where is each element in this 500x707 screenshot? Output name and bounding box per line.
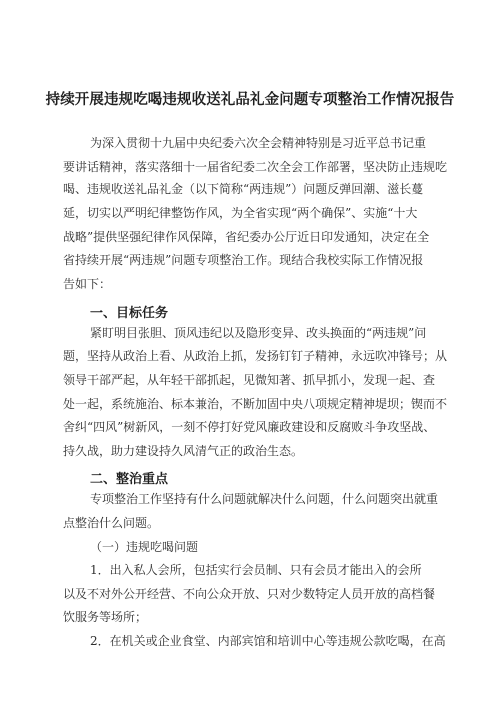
intro-line: 延，切实以严明纪律整饬作风，为全省实现“两个确保”、实施“十大 <box>63 206 418 220</box>
section-heading-focus: 二、整治重点 <box>90 472 169 487</box>
intro-line: 省持续开展“两违规”问题专项整治工作。现结合我校实际工作情况报 <box>63 253 424 267</box>
sub-heading-dining: （一）违规吃喝问题 <box>90 540 199 554</box>
document-title: 持续开展违规吃喝违规收送礼品礼金问题专项整治工作情况报告 <box>45 92 455 108</box>
goals-line: 持久战，助力建设持久风清气正的政治生态。 <box>63 444 304 458</box>
intro-line: 战略”提供坚强纪律作风保障，省纪委办公厅近日印发通知，决定在全 <box>63 230 430 244</box>
intro-line: 告如下： <box>63 277 112 291</box>
goals-line: 领导干部严起，从年轻干部抓起，见微知著、抓早抓小，发现一起、查 <box>63 373 436 387</box>
intro-line: 喝、违规收送礼品礼金（以下简称“两违规”）问题反弹回潮、滋长蔓 <box>63 182 424 196</box>
intro-line: 要讲话精神，落实落细十一届省纪委二次全会工作部署，坚决防止违规吃 <box>63 160 448 174</box>
list-item: 2．在机关或企业食堂、内部宾馆和培训中心等违规公款吃喝，在高 <box>90 634 446 648</box>
goals-line: 题，坚持从政治上看、从政治上抓，发扬钉钉子精神，永远吹冲锋号；从 <box>63 349 448 363</box>
list-item: 1．出入私人会所，包括实行会员制、只有会员才能出入的会所 <box>90 563 422 577</box>
list-item: 饮服务等场所； <box>63 610 148 624</box>
focus-line: 专项整治工作坚持有什么问题就解决什么问题，什么问题突出就重 <box>90 492 439 506</box>
section-heading-goals: 一、目标任务 <box>90 306 169 321</box>
list-item: 以及不对外公开经营、不向公众开放、只对少数特定人员开放的高档餐 <box>63 587 436 601</box>
focus-line: 点整治什么问题。 <box>63 516 160 530</box>
goals-line: 紧盯明目张胆、顶风违纪以及隐形变异、改头换面的“两违规”问 <box>90 326 427 340</box>
intro-line: 为深入贯彻十九届中央纪委六次全会精神特别是习近平总书记重 <box>90 136 427 150</box>
goals-line: 处一起，系统施治、标本兼治，不断加固中央八项规定精神堤坝；锲而不 <box>63 397 448 411</box>
goals-line: 舍纠“四风”树新风，一刻不停打好党风廉政建设和反腐败斗争攻坚战、 <box>63 420 436 434</box>
